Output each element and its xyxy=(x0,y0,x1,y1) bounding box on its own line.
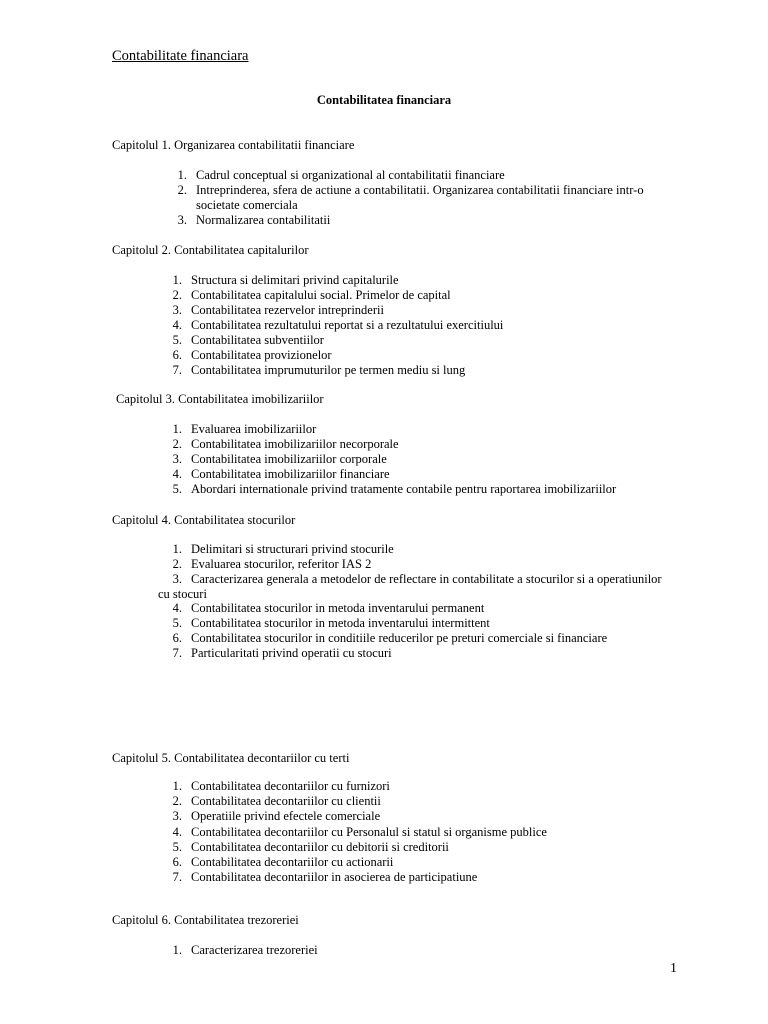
list-item: Contabilitatea decontariilor cu clientii xyxy=(191,794,381,808)
list-item-number: 2. xyxy=(172,437,182,451)
list-item: Contabilitatea stocurilor in metoda inventarului permanent xyxy=(191,601,485,615)
list-item: Operatiile privind efectele comerciale xyxy=(191,809,381,823)
list-item-continuation: societate comerciala xyxy=(196,198,298,212)
list-item: Contabilitatea stocurilor in conditiile reducerilor pe preturi comerciale si financiare xyxy=(191,631,608,645)
list-item-continuation: cu stocuri xyxy=(158,587,207,601)
page-number: 1 xyxy=(670,961,677,976)
list-item: Abordari internationale privind tratamente contabile pentru raportarea imobilizariilor xyxy=(191,482,617,496)
list-item-number: 5. xyxy=(172,333,182,347)
list-item: Contabilitatea stocurilor in metoda inventarului intermittent xyxy=(191,616,490,630)
list-item-number: 6. xyxy=(172,348,182,362)
list-item: Contabilitatea rezervelor intreprinderii xyxy=(191,303,384,317)
list-item-number: 1. xyxy=(172,273,182,287)
list-item: Contabilitatea rezultatului reportat si a rezultatului exercitiului xyxy=(191,318,504,332)
list-item: Contabilitatea decontariilor cu actionarii xyxy=(191,855,394,869)
list-item-number: 7. xyxy=(172,870,182,884)
list-item-number: 3. xyxy=(172,303,182,317)
list-item: Contabilitatea decontariilor cu debitorii si creditorii xyxy=(191,840,449,854)
list-item: Intreprinderea, sfera de actiune a contabilitatii. Organizarea contabilitatii financiare intr-o xyxy=(196,183,644,197)
chapter-heading: Capitolul 2. Contabilitatea capitalurilor xyxy=(112,243,309,257)
list-item: Normalizarea contabilitatii xyxy=(196,213,331,227)
list-item-number: 1. xyxy=(177,168,187,182)
list-item: Contabilitatea decontariilor in asocierea de participatiune xyxy=(191,870,478,884)
document-header: Contabilitate financiara xyxy=(112,48,249,64)
list-item-number: 4. xyxy=(172,467,182,481)
list-item-number: 3. xyxy=(172,809,182,823)
list-item: Contabilitatea imobilizariilor necorporale xyxy=(191,437,399,451)
chapter-heading: Capitolul 1. Organizarea contabilitatii financiare xyxy=(112,138,355,152)
list-item-number: 7. xyxy=(172,646,182,660)
list-item: Cadrul conceptual si organizational al contabilitatii financiare xyxy=(196,168,505,182)
list-item: Particularitati privind operatii cu stocuri xyxy=(191,646,392,660)
chapter-heading: Capitolul 4. Contabilitatea stocurilor xyxy=(112,513,296,527)
list-item: Caracterizarea generala a metodelor de reflectare in contabilitate a stocurilor si a operatiunilor xyxy=(191,572,662,586)
list-item-number: 3. xyxy=(177,213,187,227)
list-item: Contabilitatea imprumuturilor pe termen mediu si lung xyxy=(191,363,466,377)
list-item: Contabilitatea provizionelor xyxy=(191,348,332,362)
list-item: Contabilitatea decontariilor cu furnizori xyxy=(191,779,390,793)
list-item-number: 5. xyxy=(172,840,182,854)
list-item-number: 2. xyxy=(177,183,187,197)
list-item: Structura si delimitari privind capitalurile xyxy=(191,273,399,287)
list-item-number: 6. xyxy=(172,631,182,645)
list-item-number: 4. xyxy=(172,601,182,615)
list-item-number: 5. xyxy=(172,482,182,496)
list-item-number: 3. xyxy=(172,572,182,586)
list-item: Delimitari si structurari privind stocurile xyxy=(191,542,394,556)
document-title: Contabilitatea financiara xyxy=(316,93,452,107)
list-item: Contabilitatea imobilizariilor financiare xyxy=(191,467,390,481)
list-item: Contabilitatea subventiilor xyxy=(191,333,324,347)
list-item-number: 1. xyxy=(172,542,182,556)
list-item: Evaluarea imobilizariilor xyxy=(191,422,317,436)
list-item-number: 5. xyxy=(172,616,182,630)
list-item-number: 2. xyxy=(172,794,182,808)
list-item: Contabilitatea capitalului social. Primelor de capital xyxy=(191,288,451,302)
list-item-number: 4. xyxy=(172,825,182,839)
chapter-heading: Capitolul 6. Contabilitatea trezoreriei xyxy=(112,913,299,927)
list-item: Evaluarea stocurilor, referitor IAS 2 xyxy=(191,557,372,571)
list-item-number: 1. xyxy=(172,779,182,793)
chapter-heading: Capitolul 3. Contabilitatea imobilizariilor xyxy=(116,392,324,406)
list-item-number: 6. xyxy=(172,855,182,869)
chapter-heading: Capitolul 5. Contabilitatea decontariilor cu terti xyxy=(112,751,350,765)
list-item-number: 4. xyxy=(172,318,182,332)
list-item-number: 2. xyxy=(172,557,182,571)
list-item-number: 7. xyxy=(172,363,182,377)
list-item-number: 1. xyxy=(172,422,182,436)
list-item-number: 1. xyxy=(172,943,182,957)
list-item-number: 3. xyxy=(172,452,182,466)
list-item: Contabilitatea decontariilor cu Personalul si statul si organisme publice xyxy=(191,825,547,839)
list-item: Contabilitatea imobilizariilor corporale xyxy=(191,452,387,466)
list-item-number: 2. xyxy=(172,288,182,302)
list-item: Caracterizarea trezoreriei xyxy=(191,943,318,957)
